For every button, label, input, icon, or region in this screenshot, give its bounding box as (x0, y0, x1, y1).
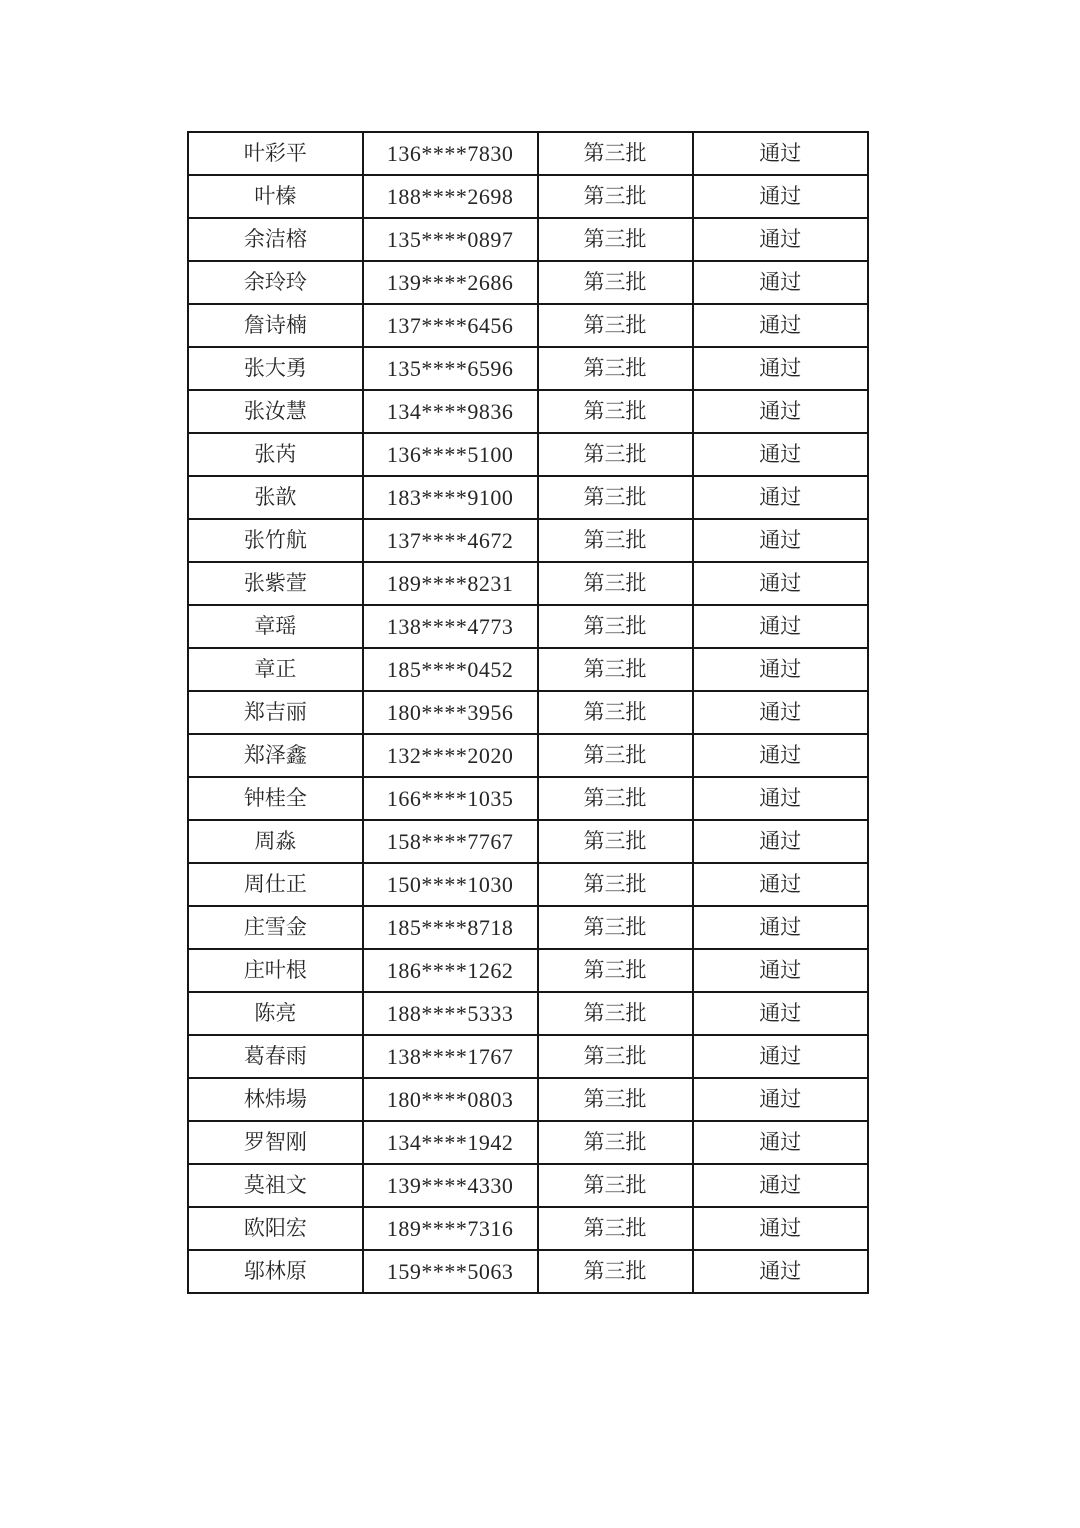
cell-batch: 第三批 (538, 1035, 693, 1078)
cell-batch: 第三批 (538, 777, 693, 820)
cell-status: 通过 (693, 949, 868, 992)
cell-phone: 139****2686 (363, 261, 538, 304)
cell-batch: 第三批 (538, 863, 693, 906)
cell-status: 通过 (693, 863, 868, 906)
cell-status: 通过 (693, 132, 868, 175)
cell-phone: 150****1030 (363, 863, 538, 906)
cell-name: 章瑶 (188, 605, 363, 648)
cell-name: 钟桂全 (188, 777, 363, 820)
table-row (188, 132, 868, 175)
cell-status: 通过 (693, 390, 868, 433)
cell-status: 通过 (693, 777, 868, 820)
cell-status: 通过 (693, 261, 868, 304)
cell-status: 通过 (693, 347, 868, 390)
cell-name: 张竹航 (188, 519, 363, 562)
cell-batch: 第三批 (538, 390, 693, 433)
cell-status: 通过 (693, 906, 868, 949)
cell-name: 詹诗楠 (188, 304, 363, 347)
cell-status: 通过 (693, 734, 868, 777)
cell-name: 郑吉丽 (188, 691, 363, 734)
cell-batch: 第三批 (538, 218, 693, 261)
table-row (188, 1035, 868, 1078)
cell-status: 通过 (693, 992, 868, 1035)
cell-phone: 138****1767 (363, 1035, 538, 1078)
table-row (188, 175, 868, 218)
cell-batch: 第三批 (538, 949, 693, 992)
cell-phone: 136****5100 (363, 433, 538, 476)
table-row (188, 218, 868, 261)
cell-name: 邬林原 (188, 1250, 363, 1293)
cell-batch: 第三批 (538, 1078, 693, 1121)
cell-status: 通过 (693, 476, 868, 519)
cell-batch: 第三批 (538, 476, 693, 519)
cell-status: 通过 (693, 820, 868, 863)
cell-name: 庄叶根 (188, 949, 363, 992)
cell-batch: 第三批 (538, 906, 693, 949)
cell-status: 通过 (693, 433, 868, 476)
table-row (188, 562, 868, 605)
cell-status: 通过 (693, 175, 868, 218)
cell-batch: 第三批 (538, 992, 693, 1035)
cell-batch: 第三批 (538, 1164, 693, 1207)
cell-phone: 189****7316 (363, 1207, 538, 1250)
cell-batch: 第三批 (538, 820, 693, 863)
cell-name: 张芮 (188, 433, 363, 476)
roster-table (187, 131, 869, 1294)
table-row (188, 433, 868, 476)
cell-phone: 166****1035 (363, 777, 538, 820)
cell-name: 罗智刚 (188, 1121, 363, 1164)
cell-name: 周仕正 (188, 863, 363, 906)
cell-batch: 第三批 (538, 605, 693, 648)
cell-phone: 134****9836 (363, 390, 538, 433)
cell-phone: 188****5333 (363, 992, 538, 1035)
cell-status: 通过 (693, 1250, 868, 1293)
cell-name: 周淼 (188, 820, 363, 863)
cell-name: 郑泽鑫 (188, 734, 363, 777)
cell-status: 通过 (693, 1121, 868, 1164)
cell-batch: 第三批 (538, 648, 693, 691)
cell-name: 陈亮 (188, 992, 363, 1035)
cell-phone: 189****8231 (363, 562, 538, 605)
table-row (188, 1250, 868, 1293)
table-row (188, 304, 868, 347)
cell-phone: 136****7830 (363, 132, 538, 175)
cell-status: 通过 (693, 605, 868, 648)
table-row (188, 949, 868, 992)
cell-name: 庄雪金 (188, 906, 363, 949)
cell-phone: 134****1942 (363, 1121, 538, 1164)
cell-phone: 159****5063 (363, 1250, 538, 1293)
cell-phone: 158****7767 (363, 820, 538, 863)
cell-phone: 139****4330 (363, 1164, 538, 1207)
table-row (188, 1121, 868, 1164)
cell-phone: 180****3956 (363, 691, 538, 734)
table-row (188, 390, 868, 433)
cell-status: 通过 (693, 1207, 868, 1250)
cell-name: 张紫萱 (188, 562, 363, 605)
cell-phone: 138****4773 (363, 605, 538, 648)
table-row (188, 1164, 868, 1207)
cell-name: 叶彩平 (188, 132, 363, 175)
cell-batch: 第三批 (538, 304, 693, 347)
cell-phone: 137****6456 (363, 304, 538, 347)
cell-phone: 186****1262 (363, 949, 538, 992)
table-row (188, 347, 868, 390)
cell-name: 张汝慧 (188, 390, 363, 433)
cell-batch: 第三批 (538, 261, 693, 304)
cell-status: 通过 (693, 1035, 868, 1078)
cell-batch: 第三批 (538, 1207, 693, 1250)
cell-batch: 第三批 (538, 132, 693, 175)
table-row (188, 261, 868, 304)
roster-table-body (188, 132, 868, 1293)
cell-name: 余玲玲 (188, 261, 363, 304)
table-row (188, 648, 868, 691)
table-row (188, 777, 868, 820)
table-row (188, 605, 868, 648)
cell-status: 通过 (693, 691, 868, 734)
table-row (188, 1207, 868, 1250)
cell-phone: 137****4672 (363, 519, 538, 562)
cell-batch: 第三批 (538, 519, 693, 562)
cell-name: 葛春雨 (188, 1035, 363, 1078)
cell-phone: 185****0452 (363, 648, 538, 691)
cell-batch: 第三批 (538, 433, 693, 476)
cell-status: 通过 (693, 304, 868, 347)
cell-batch: 第三批 (538, 691, 693, 734)
cell-name: 张大勇 (188, 347, 363, 390)
table-row (188, 476, 868, 519)
cell-name: 莫祖文 (188, 1164, 363, 1207)
cell-phone: 135****0897 (363, 218, 538, 261)
cell-batch: 第三批 (538, 734, 693, 777)
cell-batch: 第三批 (538, 1250, 693, 1293)
cell-status: 通过 (693, 519, 868, 562)
cell-batch: 第三批 (538, 562, 693, 605)
cell-phone: 180****0803 (363, 1078, 538, 1121)
table-row (188, 519, 868, 562)
table-row (188, 820, 868, 863)
cell-phone: 185****8718 (363, 906, 538, 949)
cell-status: 通过 (693, 1078, 868, 1121)
cell-phone: 183****9100 (363, 476, 538, 519)
cell-status: 通过 (693, 218, 868, 261)
cell-phone: 135****6596 (363, 347, 538, 390)
cell-name: 章正 (188, 648, 363, 691)
cell-batch: 第三批 (538, 175, 693, 218)
cell-name: 张歆 (188, 476, 363, 519)
table-row (188, 863, 868, 906)
cell-name: 欧阳宏 (188, 1207, 363, 1250)
table-row (188, 992, 868, 1035)
cell-name: 林炜場 (188, 1078, 363, 1121)
cell-status: 通过 (693, 1164, 868, 1207)
table-row (188, 1078, 868, 1121)
cell-phone: 188****2698 (363, 175, 538, 218)
cell-phone: 132****2020 (363, 734, 538, 777)
cell-name: 叶榛 (188, 175, 363, 218)
cell-status: 通过 (693, 648, 868, 691)
cell-name: 余洁榕 (188, 218, 363, 261)
table-row (188, 906, 868, 949)
table-row (188, 691, 868, 734)
cell-batch: 第三批 (538, 1121, 693, 1164)
cell-status: 通过 (693, 562, 868, 605)
table-row (188, 734, 868, 777)
cell-batch: 第三批 (538, 347, 693, 390)
